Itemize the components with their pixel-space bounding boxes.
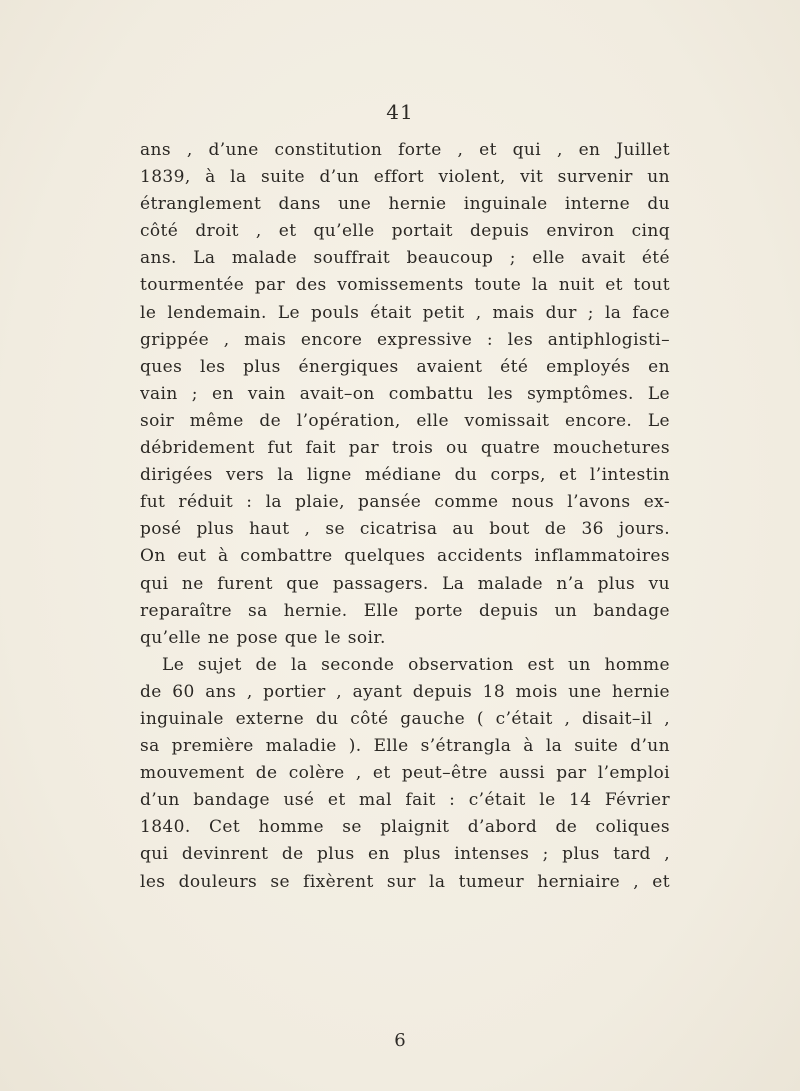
text-line: débridement fut fait par trois ou quatre mouchetures <box>140 438 670 459</box>
text-line: grippée , mais encore expressive : les antiphlogisti– <box>140 329 670 350</box>
text-line: d’un bandage usé et mal fait : c’était le 14 Février <box>140 790 670 811</box>
text-line: tourmentée par des vomissements toute la nuit et tout <box>140 275 670 296</box>
text-line: ans. La malade souffrait beaucoup ; elle avait été <box>140 248 670 269</box>
text-line: les douleurs se fixèrent sur la tumeur herniaire , et <box>140 871 670 892</box>
text-line: inguinale externe du côté gauche ( c’était , disait–il , <box>140 708 670 729</box>
text-line: de 60 ans , portier , ayant depuis 18 mois une hernie <box>140 681 670 702</box>
text-line: posé plus haut , se cicatrisa au bout de 36 jours. <box>140 519 670 540</box>
body-text <box>140 137 670 896</box>
text-line: ques les plus énergiques avaient été employés en <box>140 356 670 377</box>
text-line: reparaître sa hernie. Elle porte depuis un bandage <box>140 600 670 621</box>
text-line: dirigées vers la ligne médiane du corps, et l’intestin <box>140 465 670 486</box>
text-line: 1839, à la suite d’un effort violent, vit survenir un <box>140 167 670 188</box>
text-line: vain ; en vain avait–on combattu les symptômes. Le <box>140 383 670 404</box>
text-line: Le sujet de la seconde observation est un homme <box>162 654 670 675</box>
text-line: fut réduit : la plaie, pansée comme nous l’avons ex- <box>140 492 670 513</box>
text-line: qui ne furent que passagers. La malade n’a plus vu <box>140 573 670 594</box>
text-line: On eut à combattre quelques accidents inflammatoires <box>140 546 670 567</box>
text-line: mouvement de colère , et peut–être aussi par l’emploi <box>140 763 670 784</box>
text-line: étranglement dans une hernie inguinale interne du <box>140 194 670 215</box>
text-line: le lendemain. Le pouls était petit , mais dur ; la face <box>140 302 670 323</box>
signature-mark: 6 <box>394 1030 406 1051</box>
text-line: ans , d’une constitution forte , et qui , en Juillet <box>140 140 670 160</box>
text-line: qu’elle ne pose que le soir. <box>140 627 386 648</box>
text-line: côté droit , et qu’elle portait depuis environ cinq <box>140 221 670 242</box>
text-line: qui devinrent de plus en plus intenses ; plus tard , <box>140 844 670 865</box>
text-line: 1840. Cet homme se plaignit d’abord de coliques <box>140 817 670 838</box>
text-line: sa première maladie ). Elle s’étrangla à la suite d’un <box>140 736 670 757</box>
text-line: soir même de l’opération, elle vomissait encore. Le <box>140 410 670 431</box>
page-number: 41 <box>386 100 414 124</box>
